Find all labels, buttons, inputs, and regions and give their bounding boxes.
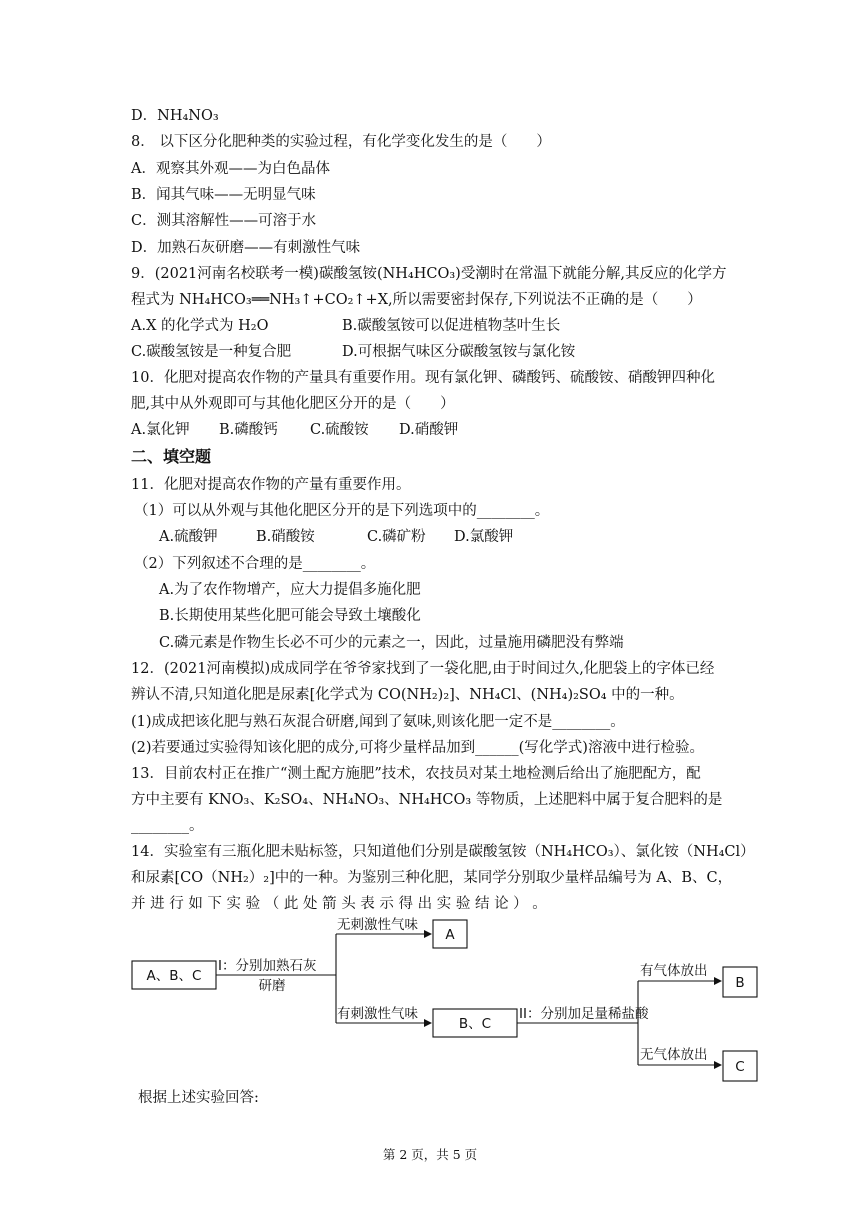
q9-stem-line1: 9．(2021河南名校联考一模)碳酸氢铵(NH₄HCO₃)受潮时在常温下就能分解,其反应的化学方 — [131, 266, 727, 282]
q11-p1-option-b: B.硝酸铵 — [256, 529, 315, 545]
q13-answer-blank: ________。 — [131, 818, 204, 834]
step1-label-bottom: 研磨 — [258, 978, 286, 994]
box-bc-label: B、C — [458, 1016, 492, 1032]
page-footer: 第 2 页，共 5 页 — [382, 1147, 478, 1162]
q8-option-a: A．观察其外观——为白色晶体 — [131, 161, 330, 177]
q12-stem-line2: 辨认不清,只知道化肥是尿素[化学式为 CO(NH₂)₂]、NH₄Cl、(NH₄)₂SO₄ 中的一种。 — [131, 687, 684, 703]
q8-option-c: C．测其溶解性——可溶于水 — [131, 213, 317, 229]
q13-stem-line1: 13．目前农村正在推广“测土配方施肥”技术，农技员对某土地检测后给出了施肥配方，配 — [131, 766, 701, 782]
step1-label-top: I：分别加熟石灰 — [218, 958, 317, 974]
branch-no-smell-label: 无刺激性气味 — [337, 917, 418, 933]
q12-stem-line1: 12．(2021河南模拟)成成同学在爷爷家找到了一袋化肥,由于时间过久,化肥袋上的字体已经 — [131, 661, 715, 677]
q10-option-b: B.磷酸钙 — [219, 422, 278, 438]
q8-stem: 8． 以下区分化肥种类的实验过程，有化学变化发生的是（ ） — [131, 134, 551, 150]
q11-p1-option-c: C.磷矿粉 — [367, 529, 426, 545]
branch-no-gas-label: 无气体放出 — [640, 1047, 708, 1063]
q7-option-d: D．NH₄NO₃ — [131, 108, 219, 124]
q10-option-d: D.硝酸钾 — [399, 422, 459, 438]
q10-option-c: C.硫酸铵 — [310, 422, 369, 438]
step2-label: II：分别加足量稀盐酸 — [519, 1006, 649, 1022]
section-title: 二、填空题 — [131, 447, 212, 466]
q11-p1-option-d: D.氯酸钾 — [454, 529, 514, 545]
box-a-label: A — [445, 927, 455, 943]
q14-stem-line3: 并 进 行 如 下 实 验 （ 此 处 箭 头 表 示 得 出 实 验 结 论 ） 。 — [131, 896, 547, 912]
start-box-label: A、B、C — [146, 968, 202, 984]
q9-stem-line2: 程式为 NH₄HCO₃══NH₃↑+CO₂↑+X,所以需要密封保存,下列说法不正确的是（ ） — [131, 292, 702, 308]
q14-stem-line1: 14．实验室有三瓶化肥未贴标签，只知道他们分别是碳酸氢铵（NH₄HCO₃）、氯化铵（NH₄Cl） — [131, 844, 755, 860]
q10-stem-line1: 10．化肥对提高农作物的产量具有重要作用。现有氯化钾、磷酸钙、硫酸铵、硝酸钾四种化 — [131, 370, 715, 386]
q12-part2: (2)若要通过实验得知该化肥的成分,可将少量样品加到______(写化学式)溶液中进行检验。 — [131, 740, 704, 756]
q13-stem-line2: 方中主要有 KNO₃、K₂SO₄、NH₄NO₃、NH₄HCO₃ 等物质，上述肥料中属于复合肥料的是 — [131, 792, 723, 808]
q10-option-a: A.氯化钾 — [131, 422, 190, 438]
box-c-label: C — [735, 1059, 745, 1075]
q9-option-c: C.碳酸氢铵是一种复合肥 — [131, 344, 292, 360]
q11-p2-option-b: B.长期使用某些化肥可能会导致土壤酸化 — [159, 608, 421, 624]
q11-part1: （1）可以从外观与其他化肥区分开的是下列选项中的________。 — [134, 503, 550, 519]
q9-option-a: A.X 的化学式为 H₂O — [131, 318, 269, 334]
q11-part2: （2）下列叙述不合理的是________。 — [134, 556, 376, 572]
q9-option-d: D.可根据气味区分碳酸氢铵与氯化铵 — [342, 344, 576, 360]
q10-stem-line2: 肥,其中从外观即可与其他化肥区分开的是（ ） — [131, 396, 455, 412]
q14-stem-line2: 和尿素[CO（NH₂）₂]中的一种。为鉴别三种化肥，某同学分别取少量样品编号为 A、B、C， — [131, 870, 733, 886]
q8-option-d: D．加熟石灰研磨——有刺激性气味 — [131, 240, 361, 256]
q11-p2-option-a: A.为了农作物增产，应大力提倡多施化肥 — [159, 582, 421, 598]
answer-prompt: 根据上述实验回答: — [138, 1090, 259, 1106]
q11-p1-option-a: A.硫酸钾 — [159, 529, 218, 545]
q11-stem: 11．化肥对提高农作物的产量有重要作用。 — [131, 477, 411, 493]
q8-option-b: B．闻其气味——无明显气味 — [131, 187, 316, 203]
box-b-label: B — [735, 975, 745, 991]
q11-p2-option-c: C.磷元素是作物生长必不可少的元素之一，因此，过量施用磷肥没有弊端 — [159, 635, 624, 651]
q12-part1: (1)成成把该化肥与熟石灰混合研磨,闻到了氨味,则该化肥一定不是________。 — [131, 714, 625, 730]
branch-smell-label: 有刺激性气味 — [337, 1006, 418, 1022]
branch-gas-label: 有气体放出 — [640, 963, 708, 979]
q9-option-b: B.碳酸氢铵可以促进植物茎叶生长 — [342, 318, 561, 334]
